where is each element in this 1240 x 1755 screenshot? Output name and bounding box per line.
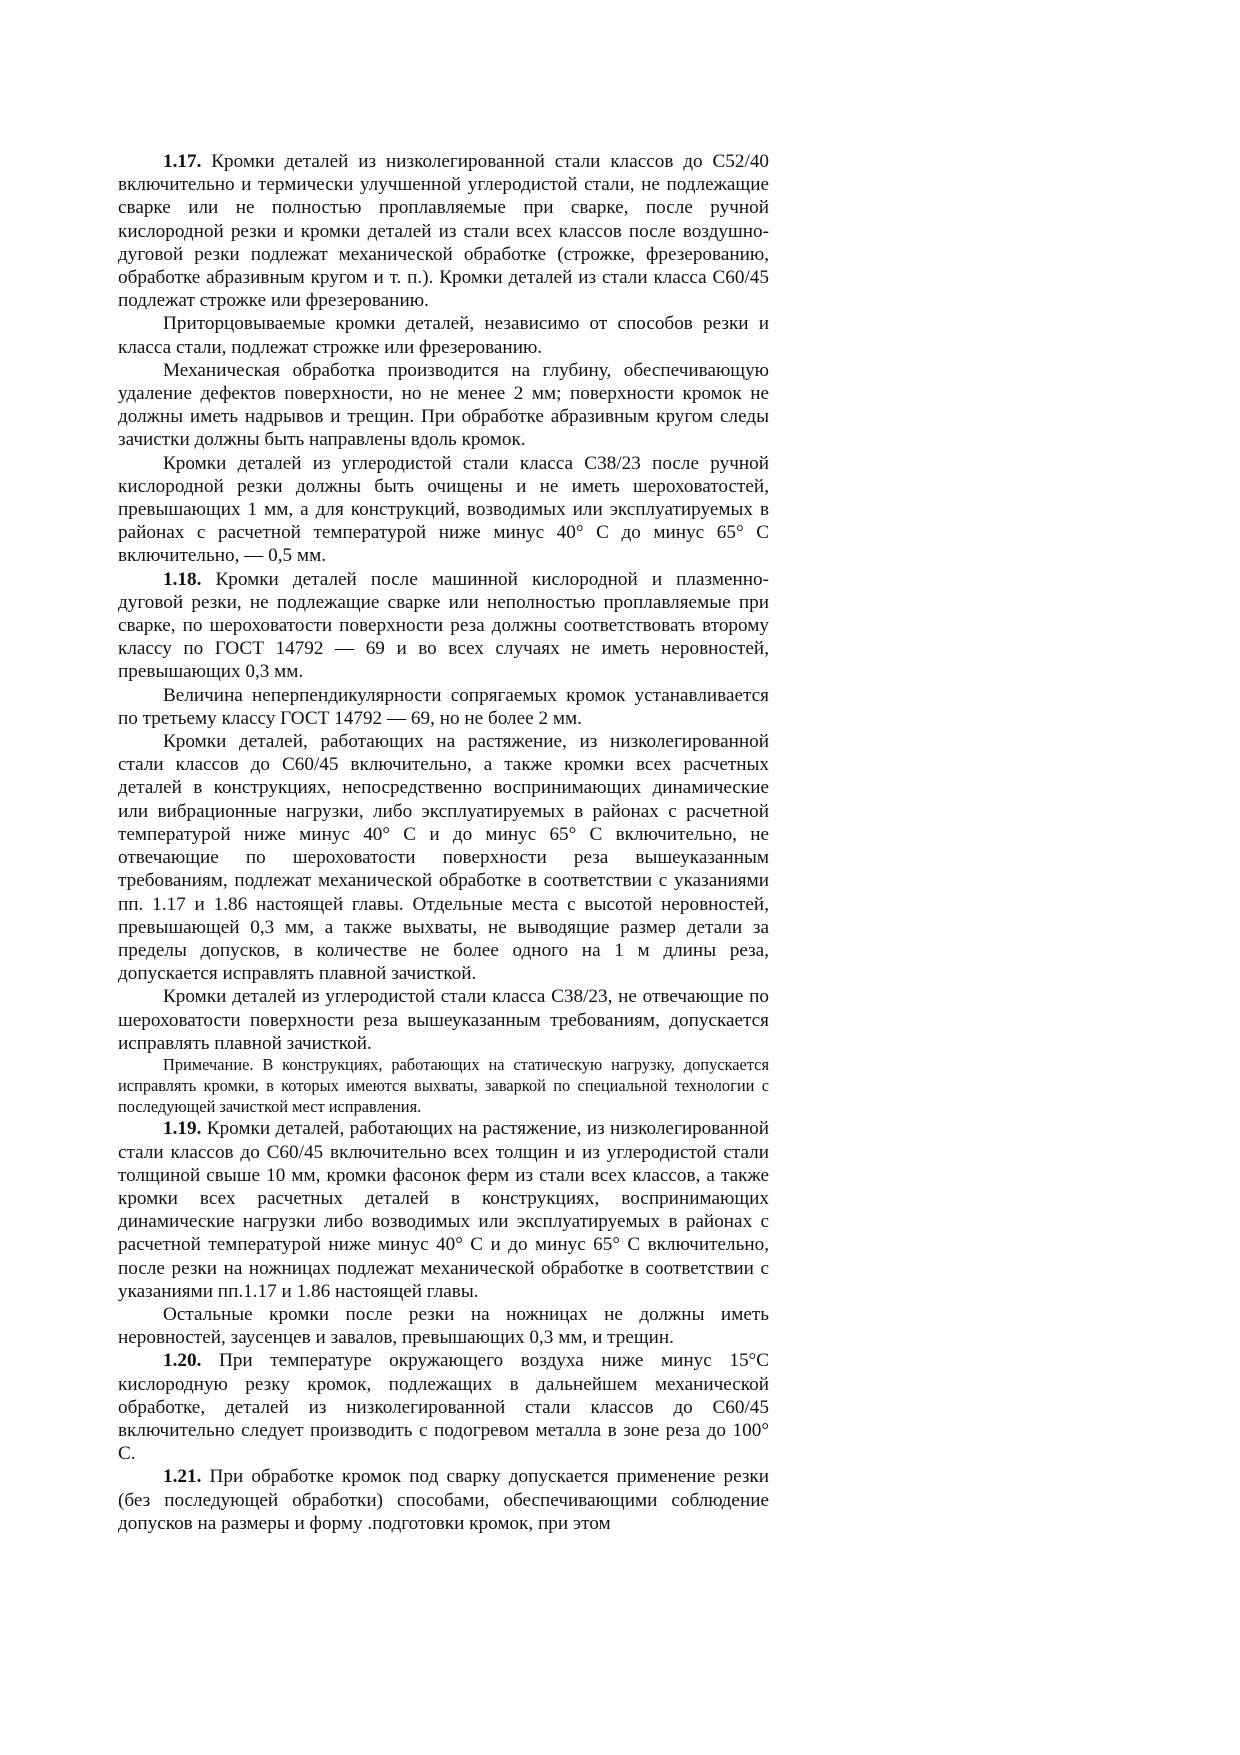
paragraph xyxy=(118,359,769,452)
paragraph-1-17 xyxy=(118,150,769,312)
paragraph xyxy=(118,684,769,730)
paragraph-1-19 xyxy=(118,1117,769,1303)
clause-number: 1.17. xyxy=(163,151,202,172)
paragraph-1-21 xyxy=(118,1465,769,1535)
paragraph-text: Приторцовываемые кромки деталей, независимо от способов резки и класса стали, подлежат строжке или фрезерованию. xyxy=(118,313,769,358)
paragraph xyxy=(118,730,769,985)
paragraph-text: Кромки деталей из углеродистой стали класса С38/23 после ручной кислородной резки должны быть очищены и не иметь шероховатостей, превышающих 1 мм, а для конструкций, возводимых или эксплуатируемых в районах с расчетной температурой ниже минус 40° С до минус 65° С включительно, — 0,5 мм. xyxy=(118,452,769,567)
paragraph-text: Кромки деталей после машинной кислородной и плазменно-дуговой резки, не подлежащие сварке или неполностью проплавляемые при сварке, по шероховатости поверхности реза должны соответствовать второму классу по ГОСТ 14792 — 69 и во всех случаях не иметь неровностей, превышающих 0,3 мм. xyxy=(118,568,769,683)
paragraph-1-20 xyxy=(118,1349,769,1465)
paragraph-text: Кромки деталей из низколегированной стали классов до С52/40 включительно и термически улучшенной углеродистой стали, не подлежащие сварке или не полностью проплавляемые при сварке, после ручной кислородной резки и кромки деталей из стали всех классов после воздушно-дуговой резки подлежат механической обработке (строжке, фрезерованию, обработке абразивным кругом и т. п.). Кромки деталей из стали класса С60/45 подлежат строжке или фрезерованию. xyxy=(118,151,770,312)
paragraph-text: Кромки деталей из углеродистой стали класса С38/23, не отвечающие по шероховатости поверхности реза вышеуказанным требованиям, допускается исправлять плавной зачисткой. xyxy=(118,986,769,1054)
paragraph-text: Кромки деталей, работающих на растяжение, из низколегированной стали классов до С60/45 включительно, а также кромки всех расчетных деталей в конструкциях, непосредственно воспринимающих динамические или вибрационные нагрузки, либо эксплуатируемых в районах с расчетной температурой ниже минус 40° С и до минус 65° С включительно, не отвечающие по шероховатости поверхности реза вышеуказанным требованиям, подлежат механической обработке в соответствии с указаниями пп. 1.17 и 1.86 настоящей главы. Отдельные места с высотой неровностей, превышающей 0,3 мм, а также выхваты, не выводящие размер детали за пределы допусков, в количестве не более одного на 1 м длины реза, допускается исправлять плавной зачисткой. xyxy=(118,731,769,985)
paragraph-text: При температуре окружающего воздуха ниже минус 15°С кислородную резку кромок, подлежащих в дальнейшем механической обработке, деталей из низколегированной стали классов до С60/45 включительно следует производить с подогревом металла в зоне реза до 100° С. xyxy=(118,1350,770,1465)
paragraph xyxy=(118,985,769,1055)
note: Примечание. В конструкциях, работающих на статическую нагрузку, допускается исправлять кромки, в которых имеются выхваты, заваркой по специальной технологии с последующей зачисткой мест исправления. xyxy=(118,1054,769,1116)
paragraph-text: При обработке кромок под сварку допускается применение резки (без последующей обработки) способами, обеспечивающими соблюдение допусков на размеры и форму .подготовки кромок, при этом xyxy=(118,1466,769,1534)
paragraph-text: Механическая обработка производится на глубину, обеспечивающую удаление дефектов поверхности, но не менее 2 мм; поверхности кромок не должны иметь надрывов и трещин. При обработке абразивным кругом следы зачистки должны быть направлены вдоль кромок. xyxy=(118,359,769,451)
document-page xyxy=(118,150,769,1535)
paragraph xyxy=(118,1303,769,1349)
clause-number: 1.20. xyxy=(163,1350,202,1372)
paragraph-text: Остальные кромки после резки на ножницах не должны иметь неровностей, заусенцев и завалов, превышающих 0,3 мм, и трещин. xyxy=(118,1303,769,1349)
paragraph-text: Кромки деталей, работающих на растяжение, из низколегированной стали классов до С60/45 включительно всех толщин и из углеродистой стали толщиной свыше 10 мм, кромки фасонок ферм из стали всех классов, а также кромки всех расчетных деталей в конструкциях, воспринимающих динамические нагрузки либо возводимых или эксплуатируемых в районах с расчетной температурой ниже минус 40° С и до минус 65° С включительно, после резки на ножницах подлежат механической обработке в соответствии с указаниями пп.1.17 и 1.86 настоящей главы. xyxy=(118,1118,769,1302)
clause-number: 1.18. xyxy=(163,568,202,590)
paragraph-text: Величина неперпендикулярности сопрягаемых кромок устанавливается по третьему классу ГОСТ 14792 — 69, но не более 2 мм. xyxy=(118,684,769,729)
clause-number: 1.19. xyxy=(163,1118,202,1140)
paragraph xyxy=(118,452,769,568)
paragraph xyxy=(118,312,769,358)
paragraph-1-18 xyxy=(118,568,769,684)
clause-number: 1.21. xyxy=(163,1466,202,1488)
